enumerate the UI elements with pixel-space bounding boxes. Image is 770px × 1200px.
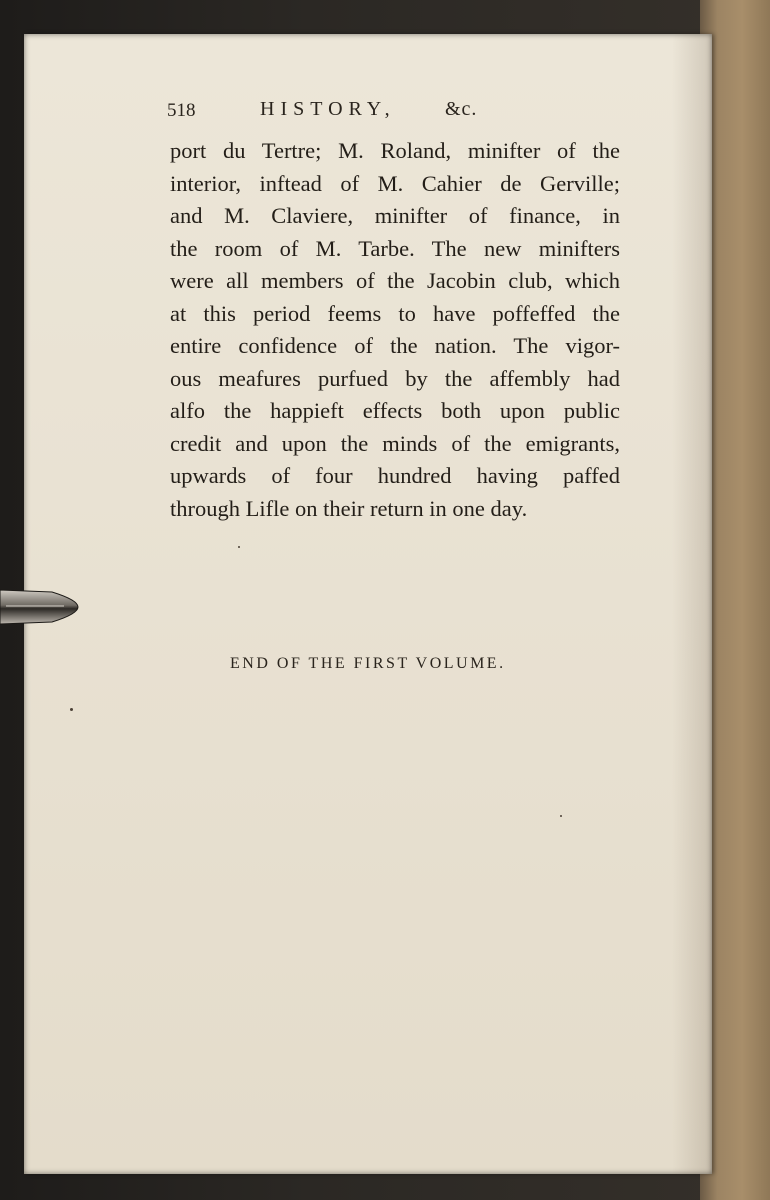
text-line: alfo the happieft effects both upon public — [170, 398, 620, 423]
text-line: were all members of the Jacobin club, which — [170, 268, 620, 293]
running-head-tail: &c. — [445, 98, 478, 120]
text-line: through Lifle on their return in one day. — [170, 495, 528, 521]
text-line: and M. Claviere, minifter of finance, in — [170, 203, 620, 228]
text-line: at this period feems to have poffeffed the — [170, 300, 620, 326]
page-header — [140, 98, 600, 128]
text-line: entire confidence of the nation. The vigor- — [170, 333, 620, 358]
page-clip-icon — [0, 584, 80, 630]
text-line: upwards of four hundred having paffed — [170, 463, 620, 488]
paper-speck — [560, 815, 562, 817]
text-line: ous meafures purfued by the affembly had — [170, 365, 620, 391]
page-number: 518 — [167, 100, 196, 121]
page-gutter-shade — [672, 34, 712, 1174]
paper-speck — [238, 546, 240, 548]
text-line: interior, inftead of M. Cahier de Gerville; — [170, 170, 620, 196]
paper-speck — [70, 708, 73, 711]
text-line: port du Tertre; M. Roland, minifter of the — [170, 138, 620, 163]
end-of-volume-note: END OF THE FIRST VOLUME. — [230, 655, 506, 672]
body-text — [170, 135, 620, 525]
running-head: HISTORY, — [260, 98, 396, 120]
text-line: credit and upon the minds of the emigrants, — [170, 430, 620, 456]
text-line: the room of M. Tarbe. The new minifters — [170, 235, 620, 261]
